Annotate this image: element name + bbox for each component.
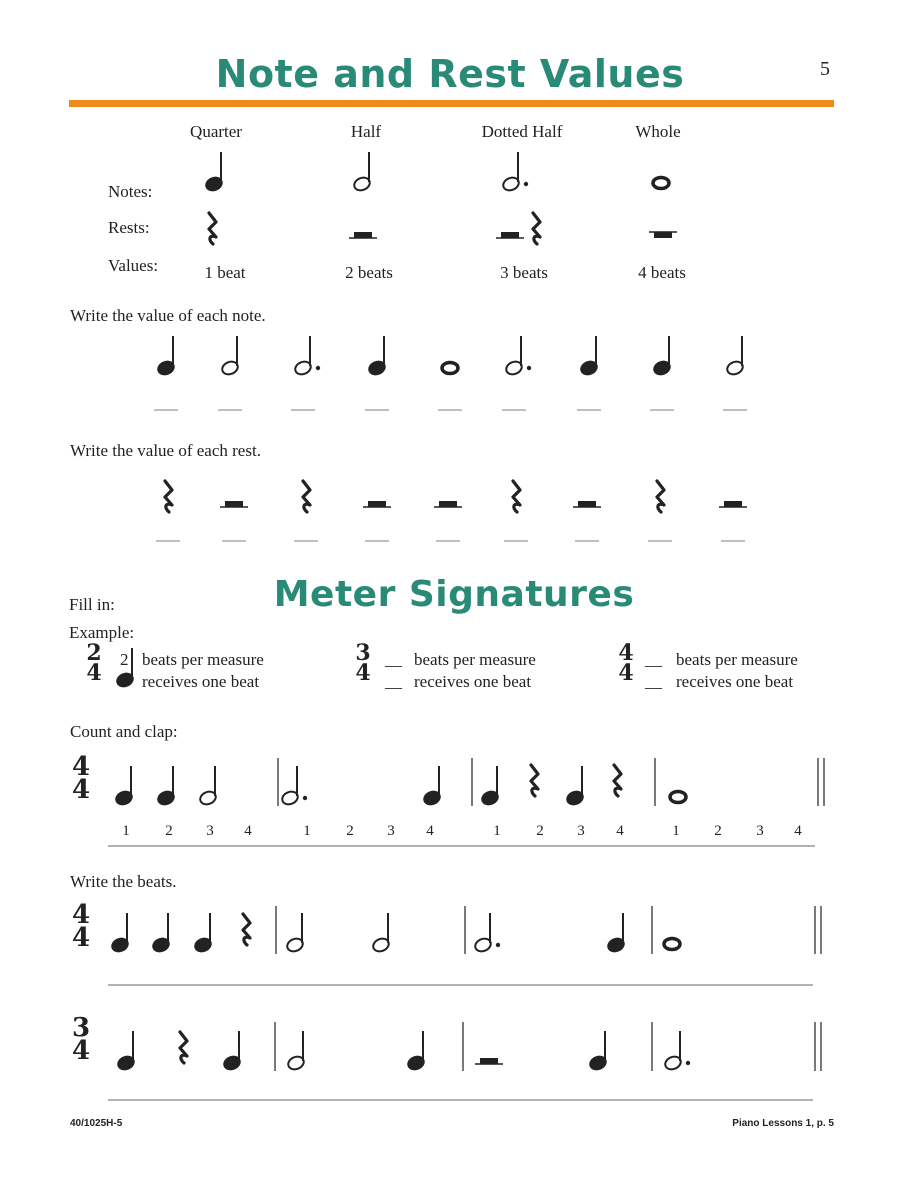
meter-3-note-blank[interactable]: __ xyxy=(645,672,662,691)
value-whole: 4 beats xyxy=(638,263,686,282)
beats2-quarter-rest-icon xyxy=(180,1032,187,1063)
table-whole-rest-icon xyxy=(649,232,677,238)
beats1-quarter-note-icon xyxy=(193,913,212,954)
header-half: Half xyxy=(350,122,382,141)
meter-2-bottom: 4 xyxy=(355,659,371,686)
table-quarter-rest-icon xyxy=(209,213,216,244)
beats1-whole-note-icon xyxy=(664,939,680,950)
count-number: 1 xyxy=(303,823,311,839)
exercise-half-rest-icon xyxy=(220,501,248,507)
meter-1-line2: receives one beat xyxy=(142,672,260,691)
beats1-half-note-icon xyxy=(285,913,304,954)
write-beats-line2-time-signature: 3 4 xyxy=(71,1013,91,1067)
count-number: 1 xyxy=(493,823,501,839)
clap-whole-note-icon xyxy=(670,792,686,803)
row-label-rests: Rests: xyxy=(108,218,150,237)
table-dotted-half-extra-rest-icon xyxy=(533,213,540,244)
table-half-rest-icon xyxy=(349,232,377,238)
header-dotted-half: Dotted Half xyxy=(481,122,563,141)
count-number: 2 xyxy=(165,823,173,839)
count-number: 4 xyxy=(426,823,434,839)
meter-2-note-blank[interactable]: __ xyxy=(385,672,402,691)
section-title-values: Note and Rest Values xyxy=(215,52,685,96)
example-label: Example: xyxy=(69,623,135,642)
beats2-half-rest-icon xyxy=(475,1058,503,1064)
beats2-quarter-note-icon xyxy=(222,1031,241,1072)
value-half: 2 beats xyxy=(345,263,393,282)
count-number: 1 xyxy=(122,823,130,839)
meter-1-line1: beats per measure xyxy=(142,650,264,669)
meter-3-line1: beats per measure xyxy=(676,650,798,669)
clap-note-icon xyxy=(198,766,217,807)
value-quarter: 1 beat xyxy=(204,263,246,282)
beats1-quarter-note-icon xyxy=(606,913,625,954)
exercise-quarter-note-icon xyxy=(156,336,175,377)
header-quarter: Quarter xyxy=(190,122,242,141)
exercise-half-rest-icon xyxy=(573,501,601,507)
exercise-quarter-rest-icon xyxy=(657,481,664,512)
clap-note-icon xyxy=(114,766,133,807)
meter-2-line1: beats per measure xyxy=(414,650,536,669)
exercise-half-note-icon xyxy=(220,336,239,377)
table-quarter-note-icon xyxy=(204,152,223,193)
table-dotted-half-rest-icon xyxy=(496,232,524,238)
header-whole: Whole xyxy=(635,122,681,141)
notes-instruction: Write the value of each note. xyxy=(70,306,266,325)
rests-instruction: Write the value of each rest. xyxy=(70,441,261,460)
count-clap-time-signature: 4 4 xyxy=(71,752,91,806)
exercise-quarter-note-icon xyxy=(652,336,671,377)
table-half-note-icon xyxy=(352,152,371,193)
clap-dotted-half-note-icon xyxy=(280,766,307,807)
row-label-notes: Notes: xyxy=(108,182,153,201)
clap-final-bar xyxy=(818,758,824,806)
beats1-quarter-rest-icon xyxy=(243,914,250,945)
exercise-half-rest-icon xyxy=(719,501,747,507)
beats2-quarter-note-icon xyxy=(406,1031,425,1072)
meter-3-beats-blank[interactable]: __ xyxy=(645,650,662,669)
meter-example-quarter-note-icon xyxy=(115,648,134,689)
write-beats-line1-time-signature: 4 4 xyxy=(71,900,91,954)
exercise-dotted-half-note-icon xyxy=(504,336,531,377)
meter-3-bottom: 4 xyxy=(618,659,634,686)
clap-quarter-rest-icon xyxy=(531,765,538,796)
write-beats-instruction: Write the beats. xyxy=(70,872,177,891)
meter-2-beats-blank[interactable]: __ xyxy=(385,650,402,669)
meter-2-line2: receives one beat xyxy=(414,672,532,691)
beats2-quarter-note-icon xyxy=(588,1031,607,1072)
beats1-final-bar xyxy=(815,906,821,954)
beats2-final-bar xyxy=(815,1022,821,1071)
fill-in-label: Fill in: xyxy=(69,595,115,614)
count-number: 2 xyxy=(346,823,354,839)
meter-1-beats: 2 xyxy=(120,650,129,669)
count-number: 1 xyxy=(672,823,680,839)
clap-quarter-note-icon xyxy=(480,766,499,807)
value-dotted-half: 3 beats xyxy=(500,263,548,282)
page-number: 5 xyxy=(820,58,830,80)
footer-book-ref: Piano Lessons 1, p. 5 xyxy=(732,1118,834,1129)
beats2-half-note-icon xyxy=(286,1031,305,1072)
exercise-dotted-half-note-icon xyxy=(293,336,320,377)
beats1-dotted-half-note-icon xyxy=(473,913,500,954)
exercise-whole-note-icon xyxy=(442,363,458,374)
count-number: 3 xyxy=(387,823,395,839)
count-number: 4 xyxy=(244,823,252,839)
count-number: 4 xyxy=(616,823,624,839)
count-number: 2 xyxy=(714,823,722,839)
clap-note-icon xyxy=(156,766,175,807)
beats2-quarter-note-icon xyxy=(116,1031,135,1072)
exercise-quarter-rest-icon xyxy=(165,481,172,512)
exercise-quarter-rest-icon xyxy=(303,481,310,512)
beats2-dotted-half-note-icon xyxy=(663,1031,690,1072)
count-number: 4 xyxy=(794,823,802,839)
table-whole-note-icon xyxy=(653,178,669,189)
count-clap-instruction: Count and clap: xyxy=(70,722,178,741)
beats1-half-note-icon xyxy=(371,913,390,954)
meter-3-line2: receives one beat xyxy=(676,672,794,691)
exercise-half-rest-icon xyxy=(363,501,391,507)
exercise-quarter-rest-icon xyxy=(513,481,520,512)
count-number: 2 xyxy=(536,823,544,839)
clap-quarter-rest-icon xyxy=(614,765,621,796)
section-title-meter: Meter Signatures xyxy=(273,574,635,615)
beats1-quarter-note-icon xyxy=(110,913,129,954)
meter-1-top: 2 xyxy=(86,640,102,666)
count-number: 3 xyxy=(577,823,585,839)
beats1-quarter-note-icon xyxy=(151,913,170,954)
meter-1-bottom: 4 xyxy=(86,659,102,686)
count-number: 3 xyxy=(756,823,764,839)
table-dotted-half-note-icon xyxy=(501,152,528,193)
meter-2-top: 3 xyxy=(355,640,371,666)
row-label-values: Values: xyxy=(108,256,159,275)
exercise-half-note-icon xyxy=(725,336,744,377)
footer-catalog-number: 40/1025H-5 xyxy=(70,1118,123,1129)
exercise-half-rest-icon xyxy=(434,501,462,507)
exercise-quarter-note-icon xyxy=(367,336,386,377)
exercise-quarter-note-icon xyxy=(579,336,598,377)
clap-quarter-note-icon xyxy=(422,766,441,807)
clap-quarter-note-icon xyxy=(565,766,584,807)
count-number: 3 xyxy=(206,823,214,839)
meter-3-top: 4 xyxy=(618,640,634,666)
